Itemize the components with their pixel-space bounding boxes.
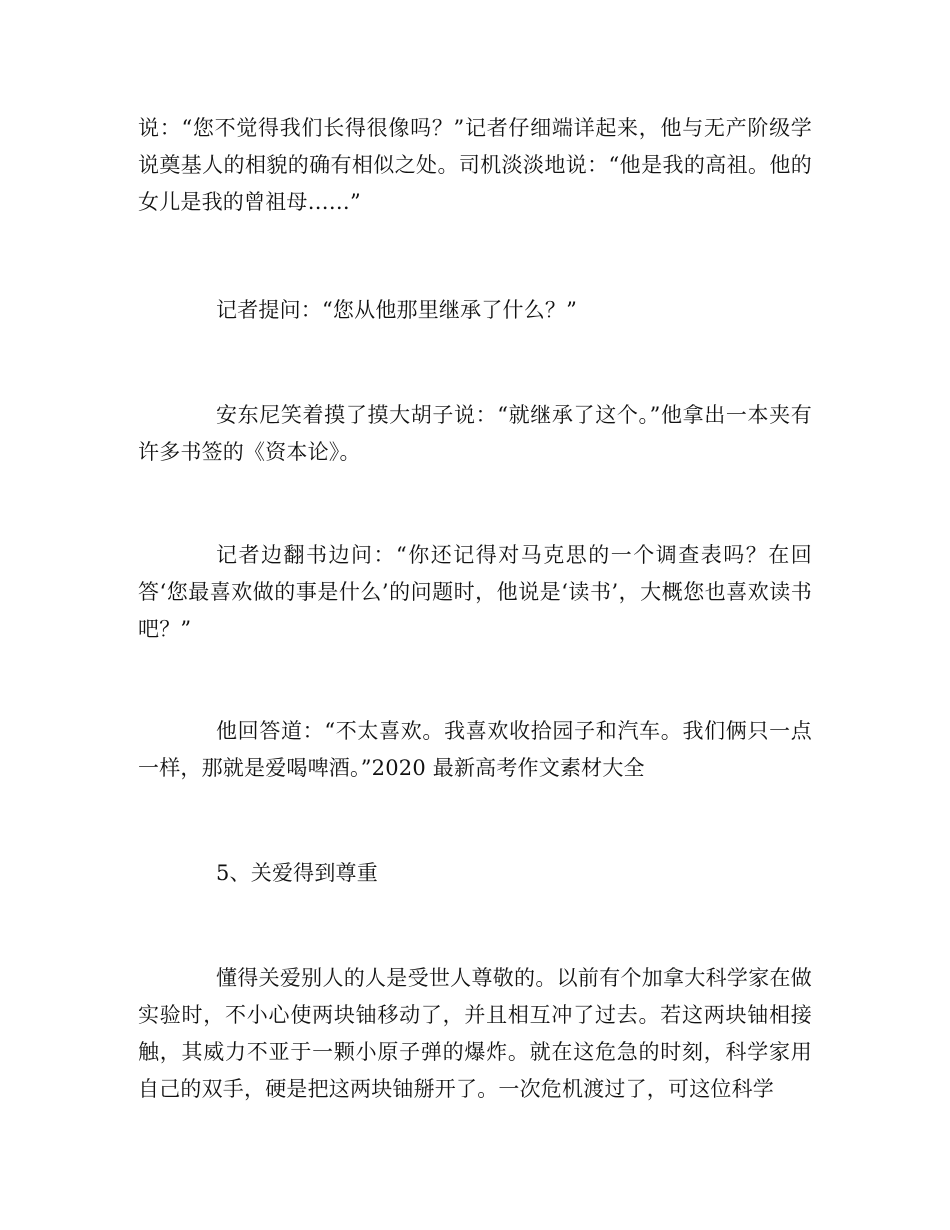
paragraph-continuation: 说：“您不觉得我们长得很像吗？”记者仔细端详起来，他与无产阶级学说奠基人的相貌的确有相似之处。司机淡淡地说：“他是我的高祖。他的女儿是我的曾祖母……” [138,116,812,214]
paragraph-care-respect: 懂得关爱别人的人是受世人尊敬的。以前有个加拿大科学家在做实验时，不小心使两块铀移动了，并且相互冲了过去。若这两块铀相接触，其威力不亚于一颗小原子弹的爆炸。就在这危急的时刻，科学家用自己的双手，硬是把这两块铀掰开了。一次危机渡过了，可这位科学 [138,966,812,1101]
paragraph-reply: 他回答道：“不太喜欢。我喜欢收拾园子和汽车。我们俩只一点一样，那就是爱喝啤酒。”2020 最新高考作文素材大全 [138,719,812,780]
paragraph-reporter-question: 记者提问：“您从他那里继承了什么？” [216,298,578,322]
paragraph-reporter-survey: 记者边翻书边问：“你还记得对马克思的一个调查表吗？在回答‘您最喜欢做的事是什么’的问题时，他说是‘读书’，大概您也喜欢读书吧？” [138,543,812,641]
section-heading: 5、关爱得到尊重 [216,861,378,885]
paragraph-anthony-answer: 安东尼笑着摸了摸大胡子说：“就继承了这个。”他拿出一本夹有许多书签的《资本论》。 [138,403,812,464]
